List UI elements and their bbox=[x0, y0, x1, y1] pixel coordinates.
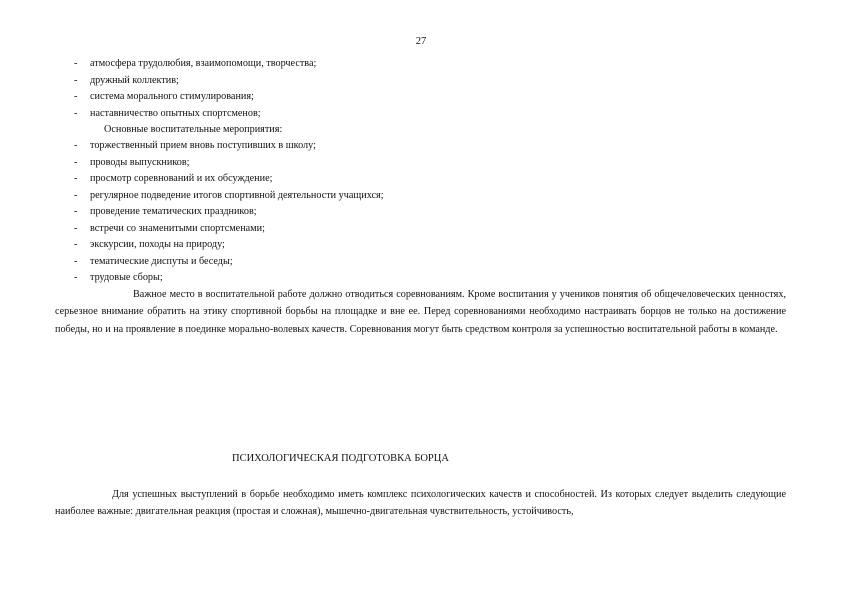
qualities-list bbox=[74, 56, 774, 122]
competitions-paragraph: Важное место в воспитательной работе должно отводиться соревнованиям. Кроме воспитания у учеников понятия об общечеловеческих ценностях, серьезное внимание обратить на этику спортивной борьбы на площадке и вне ее. Перед соревнованиями необходимо настраивать борцов не только на достижение победы, но и на проявление в поединке морально-волевых качеств. Соревнования могут быть средством контроля за успешностью воспитательной работы в команде. bbox=[55, 289, 786, 335]
list-item bbox=[74, 221, 774, 238]
list-dash: - bbox=[74, 189, 78, 201]
list-item bbox=[74, 56, 774, 73]
list-dash: - bbox=[74, 255, 78, 267]
list-item-text: система морального стимулирования; bbox=[90, 91, 254, 102]
list-item bbox=[74, 254, 774, 271]
list-dash: - bbox=[74, 58, 78, 69]
list-dash: - bbox=[74, 91, 78, 102]
psychology-paragraph: Для успешных выступлений в борьбе необходимо иметь комплекс психологических качеств и способностей. Из которых следует выделить следующие наиболее важные: двигательная реакция (простая и сложная), мышечно-двигательная чувствительность, устойчивость, bbox=[55, 489, 786, 518]
list-item bbox=[74, 270, 774, 287]
sub-heading: Основные воспитательные мероприятия: bbox=[104, 124, 283, 135]
list-item-text: наставничество опытных спортсменов; bbox=[90, 107, 261, 119]
list-item-text: дружный коллектив; bbox=[90, 74, 179, 86]
list-item bbox=[74, 237, 774, 254]
section-title: ПСИХОЛОГИЧЕСКАЯ ПОДГОТОВКА БОРЦА bbox=[232, 453, 449, 464]
list-item bbox=[74, 89, 774, 106]
list-item bbox=[74, 155, 774, 172]
page-number: 27 bbox=[415, 36, 427, 47]
list-item-text: торжественный прием вновь поступивших в школу; bbox=[90, 140, 316, 151]
list-dash: - bbox=[74, 107, 78, 119]
list-item bbox=[74, 171, 774, 188]
list-dash: - bbox=[74, 173, 78, 184]
list-dash: - bbox=[74, 272, 78, 283]
list-item-text: просмотр соревнований и их обсуждение; bbox=[90, 173, 273, 184]
activities-list bbox=[74, 138, 774, 287]
list-item-text: проведение тематических праздников; bbox=[90, 206, 257, 217]
list-item-text: атмосфера трудолюбия, взаимопомощи, творчества; bbox=[90, 58, 317, 69]
list-item-text: тематические диспуты и беседы; bbox=[90, 255, 233, 267]
list-item-text: встречи со знаменитыми спортсменами; bbox=[90, 222, 265, 234]
list-item-text: трудовые сборы; bbox=[90, 272, 163, 283]
list-item bbox=[74, 106, 774, 123]
list-dash: - bbox=[74, 140, 78, 151]
list-item bbox=[74, 73, 774, 90]
list-item-text: экскурсии, походы на природу; bbox=[90, 239, 225, 250]
list-dash: - bbox=[74, 206, 78, 217]
list-dash: - bbox=[74, 239, 78, 250]
list-item bbox=[74, 138, 774, 155]
list-dash: - bbox=[74, 156, 78, 168]
list-dash: - bbox=[74, 222, 78, 234]
list-item-text: регулярное подведение итогов спортивной деятельности учащихся; bbox=[90, 189, 384, 201]
list-item bbox=[74, 188, 774, 205]
list-dash: - bbox=[74, 74, 78, 86]
list-item bbox=[74, 204, 774, 221]
list-item-text: проводы выпускников; bbox=[90, 156, 190, 168]
